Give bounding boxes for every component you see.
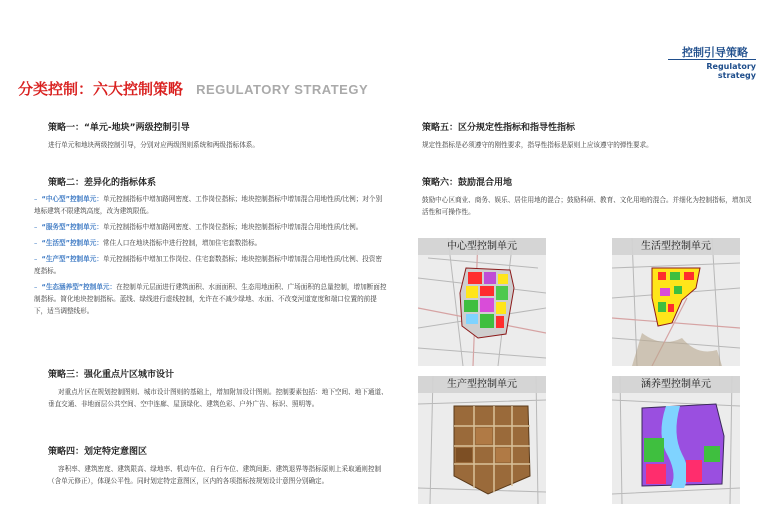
strategy-1 <box>48 120 388 151</box>
strategy-2-title: 策略二：差异化的指标体系 <box>48 178 157 188</box>
strategy-2-item: – “生态涵养型”控制单元：在控制单元层面进行建筑面积、水面面积、生态用地面积、广场面积的总量控制，增加断面控制指标。简化地块控制指标。蓝线、绿线进行虚线控制，允许在不减少绿地、水面、不改变河道宽度和端口位置的前提下，适当调整线形。 <box>34 283 387 315</box>
strategy-2 <box>48 175 388 194</box>
map-production-unit <box>418 376 546 504</box>
strategy-4-body: 容积率、建筑密度、建筑限高、绿地率、机动车位、自行车位、建筑间距、建筑退界等指标原则上采取通则控制（含单元修正），体现公平性。同时划定特定意图区，区内的各项指标按规划设计意图分别确定。 <box>48 465 382 485</box>
strategy-2-item: – “生产型”控制单元：单元控制指标中增加工作岗位、住宅套数指标；地块控制指标中增加混合用地性质/比例、投资密度指标。 <box>34 255 383 275</box>
page-title <box>18 78 368 99</box>
map-conservation-unit <box>612 376 740 504</box>
map-living-unit <box>612 238 740 366</box>
map-center-unit <box>418 238 546 366</box>
strategy-2-item: – “服务型”控制单元：单元控制指标中增加路网密度、工作岗位指标；地块控制指标中增加混合用地性质/比例。 <box>34 223 363 231</box>
strategy-5-body: 规定性指标是必须遵守的刚性要求，指导性指标是原则上应该遵守的弹性要求。 <box>422 141 653 149</box>
strategy-2-list <box>34 193 388 321</box>
strategy-6 <box>422 175 756 218</box>
map-conservation-image <box>612 376 740 504</box>
title-cn: 分类控制：六大控制策略 <box>18 80 184 98</box>
strategy-3-body: 对重点片区在规划控制图则、城市设计图则的基础上，增加附加设计图则。控制要素包括：地下空间、地下通道、垂直交通、非地面层公共空间、空中连廊、屋顶绿化、建筑色彩、户外广告、标识、照明等。 <box>48 388 388 408</box>
map-label: 生产型控制单元 <box>418 376 546 393</box>
map-label: 中心型控制单元 <box>418 238 546 255</box>
strategy-1-body: 进行单元和地块两级控制引导，分别对应两级图则系统和两级指标体系。 <box>48 141 259 149</box>
strategy-2-item: – “生活型”控制单元：常住人口在地块指标中进行控制，增加住宅套数指标。 <box>34 239 262 247</box>
map-label: 涵养型控制单元 <box>612 376 740 393</box>
strategy-1-title: 策略一：“单元-地块”两级控制引导 <box>48 123 190 133</box>
strategy-5 <box>422 120 752 151</box>
strategy-4-title: 策略四：划定特定意图区 <box>48 447 148 457</box>
strategy-2-item: – “中心型”控制单元：单元控制指标中增加路网密度、工作岗位指标；地块控制指标中增加混合用地性质/比例；对个别地标建筑不限建筑高度，改为建筑限低。 <box>34 195 383 215</box>
header-en: Regulatory strategy <box>668 59 756 80</box>
strategy-6-body: 鼓励中心区商业、商务、娱乐、居住用地的混合；鼓励科研、教育、文化用地的混合。并细化为控制指标，增加灵活性和可操作性。 <box>422 196 752 216</box>
strategy-5-title: 策略五：区分规定性指标和指导性指标 <box>422 123 576 133</box>
strategy-6-title: 策略六：鼓励混合用地 <box>422 178 513 188</box>
map-center-image <box>418 238 546 366</box>
strategy-3-title: 策略三：强化重点片区城市设计 <box>48 370 175 380</box>
map-production-image <box>418 376 546 504</box>
map-label: 生活型控制单元 <box>612 238 740 255</box>
strategy-3 <box>48 367 388 410</box>
strategy-4 <box>48 444 388 487</box>
title-en: REGULATORY STRATEGY <box>196 82 369 97</box>
map-living-image <box>612 238 740 366</box>
header-cn: 控制引导策略 <box>682 46 748 59</box>
